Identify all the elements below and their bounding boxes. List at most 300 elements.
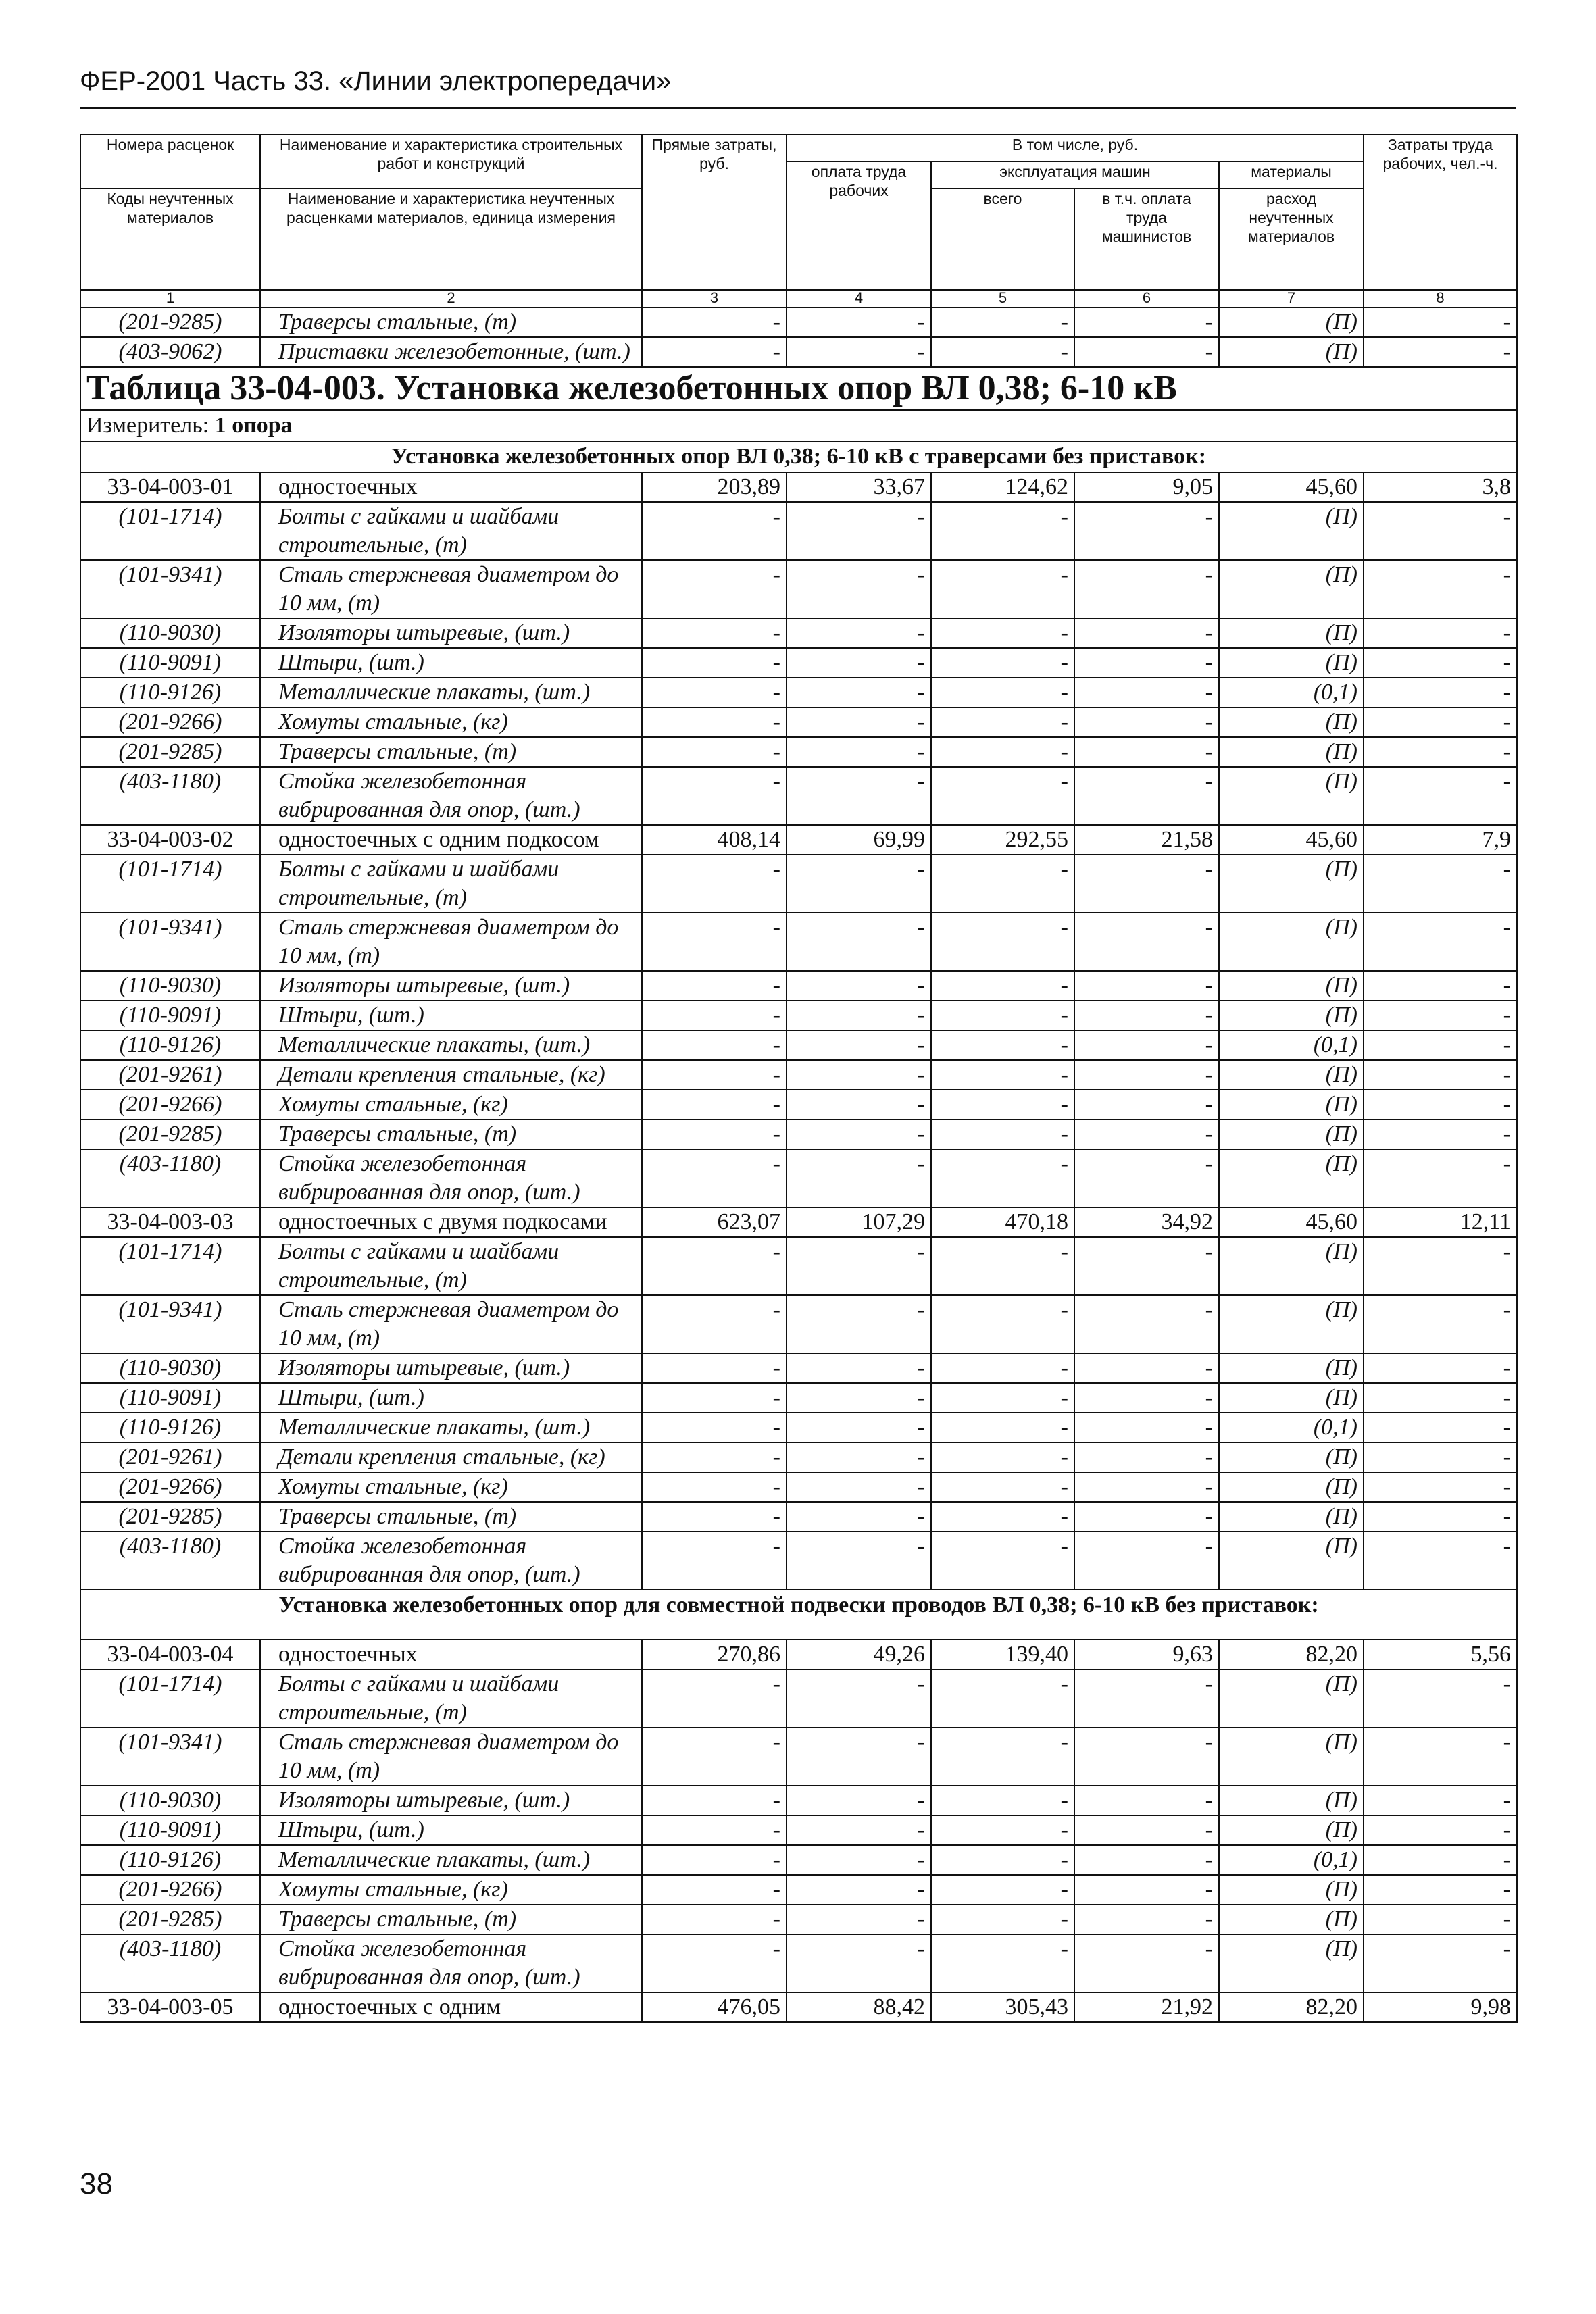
material-value <box>1219 1237 1364 1295</box>
machine-total-value <box>931 913 1074 971</box>
item-name <box>260 1992 642 2022</box>
machine-total-value-text: - <box>1060 562 1068 587</box>
machine-total-value-text: - <box>1060 680 1068 705</box>
material-row <box>80 1090 1517 1120</box>
direct-costs-value <box>642 1120 787 1149</box>
item-name <box>260 1149 642 1207</box>
material-value-text: (П) <box>1325 973 1357 998</box>
material-value-text: (П) <box>1325 769 1357 794</box>
worker-pay-value <box>787 1207 931 1237</box>
rate-code <box>80 1532 260 1590</box>
material-row <box>80 1875 1517 1905</box>
material-row <box>80 1383 1517 1413</box>
material-row <box>80 1237 1517 1295</box>
rate-code <box>80 472 260 502</box>
rate-code <box>80 1442 260 1472</box>
direct-costs-value <box>642 1237 787 1295</box>
machine-total-value <box>931 1295 1074 1353</box>
rate-code <box>80 1669 260 1728</box>
machine-total-value-text: - <box>1060 1907 1068 1932</box>
rate-code <box>80 707 260 737</box>
worker-pay-value <box>787 1845 931 1875</box>
item-name <box>260 1237 642 1295</box>
direct-costs-value-text: - <box>772 1534 780 1559</box>
rate-code <box>80 767 260 825</box>
worker-pay-value-text: 107,29 <box>862 1209 925 1234</box>
operator-pay-value <box>1074 767 1219 825</box>
direct-costs-value <box>642 1472 787 1502</box>
operator-pay-value <box>1074 1237 1219 1295</box>
col-number: 3 <box>642 290 787 307</box>
rate-code-text: (403-9062) <box>118 339 222 364</box>
operator-pay-value <box>1074 1295 1219 1353</box>
rate-code <box>80 1875 260 1905</box>
rate-code-text: (101-1714) <box>118 857 222 882</box>
item-name-text: Штыри, (шт.) <box>278 1003 424 1028</box>
direct-costs-value <box>642 1640 787 1669</box>
machine-total-value <box>931 648 1074 678</box>
worker-pay-value <box>787 1815 931 1845</box>
labor-costs-value <box>1364 855 1517 913</box>
labor-costs-value-text: 7,9 <box>1482 827 1511 852</box>
labor-costs-value-text: - <box>1503 857 1511 882</box>
rate-code-text: (110-9126) <box>119 680 222 705</box>
rate-code-text: (101-9341) <box>118 915 222 940</box>
rate-code-text: (110-9030) <box>119 1355 222 1380</box>
direct-costs-value-text: 203,89 <box>717 474 780 499</box>
labor-costs-value-text: - <box>1503 1355 1511 1380</box>
material-value-text: (П) <box>1325 1003 1357 1028</box>
worker-pay-value-text: - <box>917 1239 925 1264</box>
rate-code-text: (201-9285) <box>118 1504 222 1529</box>
labor-costs-value-text: - <box>1503 1003 1511 1028</box>
worker-pay-value-text: 49,26 <box>873 1642 925 1667</box>
rate-code <box>80 1090 260 1120</box>
item-name-text: Металлические плакаты, (шт.) <box>278 1032 591 1057</box>
item-name <box>260 1472 642 1502</box>
material-row <box>80 1001 1517 1030</box>
item-name-text: Болты с гайками и шайбами строительные, (т) <box>278 1671 559 1725</box>
machine-total-value <box>931 825 1074 855</box>
direct-costs-value <box>642 502 787 560</box>
material-row <box>80 1295 1517 1353</box>
labor-costs-value-text: - <box>1503 1504 1511 1529</box>
item-name <box>260 971 642 1001</box>
operator-pay-value-text: - <box>1205 680 1213 705</box>
machine-total-value <box>931 1728 1074 1786</box>
material-row <box>80 737 1517 767</box>
worker-pay-value-text: - <box>917 1534 925 1559</box>
operator-pay-value <box>1074 618 1219 648</box>
operator-pay-value-text: - <box>1205 1003 1213 1028</box>
rate-code <box>80 913 260 971</box>
rate-code <box>80 855 260 913</box>
machine-total-value-text: - <box>1060 1504 1068 1529</box>
labor-costs-value-text: - <box>1503 1671 1511 1696</box>
rate-code-text: (101-9341) <box>118 562 222 587</box>
machine-total-value-text: - <box>1060 620 1068 645</box>
material-row <box>80 1532 1517 1590</box>
machine-total-value-text: - <box>1060 1847 1068 1872</box>
labor-costs-value <box>1364 1149 1517 1207</box>
worker-pay-value <box>787 1383 931 1413</box>
material-value <box>1219 855 1364 913</box>
operator-pay-value <box>1074 1030 1219 1060</box>
col-number: 8 <box>1364 290 1517 307</box>
worker-pay-value <box>787 1237 931 1295</box>
material-value <box>1219 1786 1364 1815</box>
direct-costs-value-text: - <box>772 739 780 764</box>
operator-pay-value <box>1074 1875 1219 1905</box>
direct-costs-value <box>642 825 787 855</box>
operator-pay-value <box>1074 1532 1219 1590</box>
operator-pay-value-text: - <box>1205 1151 1213 1176</box>
worker-pay-value <box>787 502 931 560</box>
labor-costs-value <box>1364 767 1517 825</box>
operator-pay-value <box>1074 737 1219 767</box>
item-name-text: Изоляторы штыревые, (шт.) <box>278 1355 570 1380</box>
rate-row <box>80 1207 1517 1237</box>
operator-pay-value-text: - <box>1205 1474 1213 1499</box>
rate-code <box>80 1992 260 2022</box>
material-value <box>1219 678 1364 707</box>
machine-total-value-text: - <box>1060 1817 1068 1842</box>
machine-total-value-text: - <box>1060 504 1068 529</box>
item-name-text: Детали крепления стальные, (кг) <box>278 1062 605 1087</box>
rate-code-text: (403-1180) <box>119 1151 222 1176</box>
operator-pay-value-text: - <box>1205 1122 1213 1147</box>
operator-pay-value-text: - <box>1205 857 1213 882</box>
material-value-text: (П) <box>1325 857 1357 882</box>
material-value-text: (П) <box>1325 1730 1357 1755</box>
worker-pay-value <box>787 1030 931 1060</box>
rate-code <box>80 1001 260 1030</box>
labor-costs-value <box>1364 1472 1517 1502</box>
direct-costs-value-text: 476,05 <box>717 1994 780 2019</box>
labor-costs-value <box>1364 1669 1517 1728</box>
rate-code <box>80 1149 260 1207</box>
worker-pay-value <box>787 855 931 913</box>
operator-pay-value <box>1074 1992 1219 2022</box>
item-name-text: Штыри, (шт.) <box>278 1385 424 1410</box>
material-value-text: 45,60 <box>1305 1209 1357 1234</box>
col-number: 4 <box>787 290 931 307</box>
direct-costs-value-text: 270,86 <box>717 1642 780 1667</box>
machine-total-value <box>931 307 1074 337</box>
material-row <box>80 913 1517 971</box>
worker-pay-value-text: - <box>917 739 925 764</box>
worker-pay-value <box>787 1875 931 1905</box>
item-name <box>260 1120 642 1149</box>
item-name <box>260 648 642 678</box>
rate-code <box>80 678 260 707</box>
machine-total-value-text: - <box>1060 769 1068 794</box>
direct-costs-value <box>642 1905 787 1934</box>
header-material-codes: Коды неучтенных материалов <box>80 188 260 290</box>
header-work-name: Наименование и характеристика строительных работ и конструкций <box>260 134 642 188</box>
worker-pay-value-text: - <box>917 915 925 940</box>
material-value-text: (П) <box>1325 1936 1357 1961</box>
operator-pay-value <box>1074 1090 1219 1120</box>
labor-costs-value <box>1364 1353 1517 1383</box>
labor-costs-value-text: - <box>1503 620 1511 645</box>
material-row <box>80 1669 1517 1728</box>
worker-pay-value <box>787 1120 931 1149</box>
material-row <box>80 1413 1517 1442</box>
operator-pay-value <box>1074 648 1219 678</box>
labor-costs-value <box>1364 1905 1517 1934</box>
operator-pay-value <box>1074 502 1219 560</box>
item-name <box>260 678 642 707</box>
worker-pay-value-text: - <box>917 1151 925 1176</box>
material-row <box>80 1149 1517 1207</box>
worker-pay-value-text: - <box>917 1062 925 1087</box>
worker-pay-value <box>787 1934 931 1992</box>
item-name-text: одностоечных <box>278 1642 418 1667</box>
worker-pay-value-text: - <box>917 339 925 364</box>
material-row <box>80 1120 1517 1149</box>
labor-costs-value-text: - <box>1503 1847 1511 1872</box>
item-name-text: одностоечных с одним <box>278 1994 501 2019</box>
direct-costs-value <box>642 707 787 737</box>
labor-costs-value-text: - <box>1503 1907 1511 1932</box>
item-name-text: Сталь стержневая диаметром до 10 мм, (т) <box>278 915 619 968</box>
page-number: 38 <box>80 2167 113 2200</box>
machine-total-value <box>931 1502 1074 1532</box>
header-materials: материалы <box>1219 161 1364 188</box>
header-rule <box>80 107 1516 109</box>
rate-code-text: (403-1180) <box>119 769 222 794</box>
rate-code-text: (110-9126) <box>119 1415 222 1440</box>
labor-costs-value <box>1364 1640 1517 1669</box>
direct-costs-value <box>642 1295 787 1353</box>
labor-costs-value-text: - <box>1503 504 1511 529</box>
rate-code-text: (201-9266) <box>118 1877 222 1902</box>
worker-pay-value <box>787 1060 931 1090</box>
operator-pay-value-text: - <box>1205 620 1213 645</box>
operator-pay-value <box>1074 1786 1219 1815</box>
labor-costs-value <box>1364 1237 1517 1295</box>
rate-code <box>80 1060 260 1090</box>
material-value <box>1219 1875 1364 1905</box>
header-machine-total: всего <box>931 188 1074 290</box>
operator-pay-value <box>1074 825 1219 855</box>
labor-costs-value-text: 5,56 <box>1470 1642 1511 1667</box>
labor-costs-value <box>1364 1060 1517 1090</box>
material-row <box>80 1845 1517 1875</box>
material-value-text: (П) <box>1325 915 1357 940</box>
worker-pay-value-text: - <box>917 769 925 794</box>
worker-pay-value-text: - <box>917 1297 925 1322</box>
direct-costs-value-text: - <box>772 1907 780 1932</box>
operator-pay-value-text: - <box>1205 1817 1213 1842</box>
operator-pay-value <box>1074 560 1219 618</box>
item-name-text: Траверсы стальные, (т) <box>278 739 517 764</box>
machine-total-value <box>931 472 1074 502</box>
labor-costs-value <box>1364 307 1517 337</box>
labor-costs-value-text: - <box>1503 1534 1511 1559</box>
machine-total-value <box>931 1442 1074 1472</box>
material-value-text: (П) <box>1325 1504 1357 1529</box>
rate-code <box>80 1120 260 1149</box>
labor-costs-value <box>1364 472 1517 502</box>
col-number: 5 <box>931 290 1074 307</box>
rate-code-text: (101-9341) <box>118 1297 222 1322</box>
direct-costs-value-text: - <box>772 620 780 645</box>
machine-total-value <box>931 1120 1074 1149</box>
rate-code <box>80 971 260 1001</box>
col-number: 2 <box>260 290 642 307</box>
direct-costs-value <box>642 1815 787 1845</box>
operator-pay-value-text: - <box>1205 1355 1213 1380</box>
item-name-text: Траверсы стальные, (т) <box>278 309 517 334</box>
direct-costs-value-text: - <box>772 1788 780 1813</box>
labor-costs-value <box>1364 737 1517 767</box>
labor-costs-value-text: - <box>1503 739 1511 764</box>
worker-pay-value-text: - <box>917 1032 925 1057</box>
operator-pay-value <box>1074 1442 1219 1472</box>
operator-pay-value-text: - <box>1205 915 1213 940</box>
material-value-text: 82,20 <box>1305 1994 1357 2019</box>
operator-pay-value-text: - <box>1205 1032 1213 1057</box>
direct-costs-value-text: - <box>772 709 780 734</box>
material-row <box>80 1728 1517 1786</box>
operator-pay-value <box>1074 1383 1219 1413</box>
direct-costs-value-text: - <box>772 1877 780 1902</box>
direct-costs-value <box>642 1532 787 1590</box>
col-number: 6 <box>1074 290 1219 307</box>
machine-total-value-text: - <box>1060 1534 1068 1559</box>
unit-value: 1 опора <box>214 413 293 438</box>
machine-total-value-text: - <box>1060 915 1068 940</box>
operator-pay-value-text: - <box>1205 769 1213 794</box>
operator-pay-value-text: - <box>1205 1671 1213 1696</box>
machine-total-value-text: - <box>1060 1355 1068 1380</box>
operator-pay-value-text: - <box>1205 1297 1213 1322</box>
worker-pay-value-text: - <box>917 1474 925 1499</box>
material-value <box>1219 618 1364 648</box>
item-name-text: Металлические плакаты, (шт.) <box>278 680 591 705</box>
operator-pay-value-text: - <box>1205 1847 1213 1872</box>
machine-total-value-text: - <box>1060 739 1068 764</box>
worker-pay-value-text: - <box>917 1504 925 1529</box>
item-name <box>260 1383 642 1413</box>
item-name-text: Стойка железобетонная вибрированная для опор, (шт.) <box>278 1534 580 1587</box>
material-row <box>80 1353 1517 1383</box>
machine-total-value <box>931 1934 1074 1992</box>
material-value <box>1219 1442 1364 1472</box>
direct-costs-value-text: - <box>772 1474 780 1499</box>
direct-costs-value-text: - <box>772 1003 780 1028</box>
machine-total-value-text: 124,62 <box>1005 474 1068 499</box>
machine-total-value-text: - <box>1060 1936 1068 1961</box>
operator-pay-value <box>1074 1060 1219 1090</box>
machine-total-value-text: - <box>1060 1003 1068 1028</box>
rate-code-text: (403-1180) <box>119 1936 222 1961</box>
worker-pay-value-text: - <box>917 1788 925 1813</box>
operator-pay-value-text: - <box>1205 309 1213 334</box>
worker-pay-value <box>787 1149 931 1207</box>
labor-costs-value <box>1364 678 1517 707</box>
direct-costs-value <box>642 1669 787 1728</box>
rate-code <box>80 1502 260 1532</box>
labor-costs-value-text: - <box>1503 1936 1511 1961</box>
material-value-text: (П) <box>1325 339 1357 364</box>
labor-costs-value <box>1364 1120 1517 1149</box>
rate-code-text: (201-9285) <box>118 1122 222 1147</box>
worker-pay-value-text: - <box>917 620 925 645</box>
material-row <box>80 1786 1517 1815</box>
labor-costs-value <box>1364 1875 1517 1905</box>
material-value-text: (0,1) <box>1313 1032 1357 1057</box>
material-row <box>80 1905 1517 1934</box>
labor-costs-value <box>1364 913 1517 971</box>
worker-pay-value-text: - <box>917 1730 925 1755</box>
material-value <box>1219 1149 1364 1207</box>
item-name <box>260 1502 642 1532</box>
direct-costs-value-text: - <box>772 1355 780 1380</box>
operator-pay-value-text: - <box>1205 1385 1213 1410</box>
machine-total-value-text: 305,43 <box>1005 1994 1068 2019</box>
machine-total-value <box>931 1992 1074 2022</box>
labor-costs-value-text: - <box>1503 1788 1511 1813</box>
labor-costs-value-text: - <box>1503 680 1511 705</box>
material-value <box>1219 502 1364 560</box>
operator-pay-value <box>1074 1845 1219 1875</box>
item-name-text: Хомуты стальные, (кг) <box>278 1474 508 1499</box>
item-name-text: Стойка железобетонная вибрированная для опор, (шт.) <box>278 1151 580 1205</box>
worker-pay-value-text: 33,67 <box>873 474 925 499</box>
rate-code-text: (110-9126) <box>119 1032 222 1057</box>
item-name <box>260 560 642 618</box>
item-name <box>260 1207 642 1237</box>
worker-pay-value-text: - <box>917 1444 925 1469</box>
material-value-text: (П) <box>1325 1788 1357 1813</box>
item-name-text: Траверсы стальные, (т) <box>278 1122 517 1147</box>
machine-total-value <box>931 767 1074 825</box>
machine-total-value <box>931 1640 1074 1669</box>
labor-costs-value-text: - <box>1503 1444 1511 1469</box>
col-number: 1 <box>80 290 260 307</box>
material-row <box>80 648 1517 678</box>
operator-pay-value-text: 34,92 <box>1161 1209 1213 1234</box>
labor-costs-value-text: - <box>1503 309 1511 334</box>
worker-pay-value-text: - <box>917 973 925 998</box>
rate-code-text: (201-9285) <box>118 1907 222 1932</box>
machine-total-value <box>931 1030 1074 1060</box>
worker-pay-value-text: 88,42 <box>873 1994 925 2019</box>
direct-costs-value-text: - <box>772 915 780 940</box>
material-row <box>80 502 1517 560</box>
operator-pay-value <box>1074 1149 1219 1207</box>
worker-pay-value-text: - <box>917 1355 925 1380</box>
direct-costs-value-text: - <box>772 1385 780 1410</box>
material-value <box>1219 1815 1364 1845</box>
labor-costs-value-text: - <box>1503 709 1511 734</box>
operator-pay-value-text: - <box>1205 1534 1213 1559</box>
item-name-text: Сталь стержневая диаметром до 10 мм, (т) <box>278 1297 619 1351</box>
material-row <box>80 337 1517 367</box>
labor-costs-value-text: - <box>1503 1122 1511 1147</box>
direct-costs-value <box>642 1149 787 1207</box>
direct-costs-value-text: - <box>772 769 780 794</box>
machine-total-value-text: - <box>1060 1444 1068 1469</box>
item-name <box>260 1669 642 1728</box>
rate-code-text: 33-04-003-04 <box>107 1642 234 1667</box>
machine-total-value-text: - <box>1060 1239 1068 1264</box>
worker-pay-value <box>787 1640 931 1669</box>
rate-code-text: 33-04-003-02 <box>107 827 234 852</box>
